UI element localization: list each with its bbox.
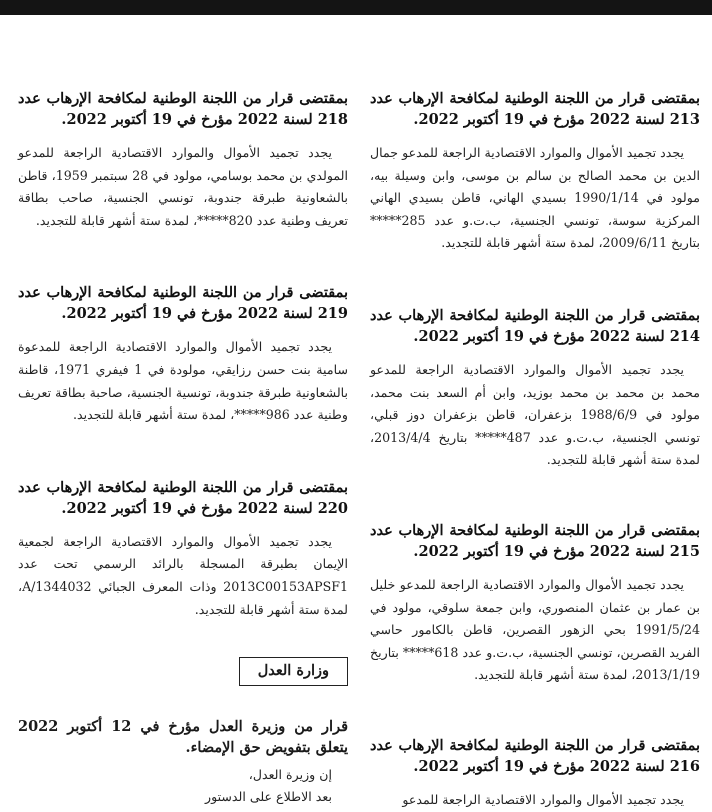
decision-218 bbox=[18, 88, 348, 232]
justice-decision-line: إن وزيرة العدل، bbox=[248, 767, 332, 783]
decision-216 bbox=[370, 735, 700, 812]
decision-219 bbox=[18, 282, 348, 426]
justice-decision-title: قرار من وزيرة العدل مؤرخ في 12 أكتوبر 2022 يتعلق بتفويض حق الإمضاء. bbox=[18, 718, 349, 757]
right-column bbox=[370, 88, 700, 812]
decision-title: بمقتضى قرار من اللجنة الوطنية لمكافحة الإرهاب عدد 218 لسنة 2022 مؤرخ في 19 أكتوبر 2022. bbox=[18, 90, 348, 128]
decision-220 bbox=[18, 477, 348, 621]
ministry-heading: وزارة العدل bbox=[239, 657, 348, 686]
left-column bbox=[18, 88, 348, 808]
ministry-header-wrap bbox=[18, 621, 348, 686]
decision-body: يجدد تجميد الأموال والموارد الاقتصادية الراجعة للمدعو محمد بن محمد بن محمد بوزيد، وابن أم السعد بنت محمد، مولود في 1988/6/9 بزعفران، قاطن بزعفران دوز قبلي، تونسي الجنسية، ب.ت.و عدد 487***** بتاريخ 2013/4/4، لمدة ستة أشهر قابلة للتجديد. bbox=[370, 361, 700, 468]
decision-215 bbox=[370, 520, 700, 687]
justice-decision-line: بعد الاطلاع على الدستور bbox=[204, 789, 332, 805]
decision-body: يجدد تجميد الأموال والموارد الاقتصادية الراجعة للمدعو bbox=[402, 791, 684, 807]
decision-title: بمقتضى قرار من اللجنة الوطنية لمكافحة الإرهاب عدد 214 لسنة 2022 مؤرخ في 19 أكتوبر 2022. bbox=[370, 306, 700, 345]
decision-title: بمقتضى قرار من اللجنة الوطنية لمكافحة الإرهاب عدد 216 لسنة 2022 مؤرخ في 19 أكتوبر 2022. bbox=[370, 736, 700, 775]
decision-body: يجدد تجميد الأموال والموارد الاقتصادية الراجعة للمدعوة سامية بنت حسن رزايقي، مولودة في 1 فيفري 1971، قاطنة بالشعاونية طبرقة جندوبة، تونسية الجنسية، صاحبة بطاقة تعريف وطنية عدد 986*****، لمدة ستة أشهر قابلة للتجديد. bbox=[18, 339, 348, 423]
decision-title: بمقتضى قرار من اللجنة الوطنية لمكافحة الإرهاب عدد 213 لسنة 2022 مؤرخ في 19 أكتوبر 2022. bbox=[370, 90, 700, 128]
decision-214 bbox=[370, 305, 700, 472]
decision-213 bbox=[370, 88, 700, 255]
decision-title: بمقتضى قرار من اللجنة الوطنية لمكافحة الإرهاب عدد 219 لسنة 2022 مؤرخ في 19 أكتوبر 2022. bbox=[18, 284, 348, 323]
decision-body: يجدد تجميد الأموال والموارد الاقتصادية الراجعة لجمعية الإيمان بطبرقة المسجلة بالرائد الرسمي تحت عدد 2013C00153APSF1 وذات المعرف الجبائي A/1344032، لمدة ستة أشهر قابلة للتجديد. bbox=[18, 533, 348, 617]
decision-body: يجدد تجميد الأموال والموارد الاقتصادية الراجعة للمدعو خليل بن عمار بن عثمان المنصوري، وابن جمعة سلوقي، مولود في 1991/5/24 بحي الزهور القصرين، قاطن بالكامور حاسي الفريد القصرين، تونسي الجنسية، ب.ت.و عدد 618***** بتاريخ 2013/1/19، لمدة ستة أشهر قابلة للتجديد. bbox=[370, 576, 700, 683]
decision-body: يجدد تجميد الأموال والموارد الاقتصادية الراجعة للمدعو المولدي بن محمد بوسامي، مولود في 28 سبتمبر 1959، قاطن بالشعاونية طبرقة جندوبة، تونسي الجنسية، صاحب بطاقة تعريف وطنية عدد 820*****، لمدة ستة أشهر قابلة للتجديد. bbox=[18, 145, 348, 228]
decision-title: بمقتضى قرار من اللجنة الوطنية لمكافحة الإرهاب عدد 220 لسنة 2022 مؤرخ في 19 أكتوبر 2022. bbox=[18, 478, 348, 517]
decision-title: بمقتضى قرار من اللجنة الوطنية لمكافحة الإرهاب عدد 215 لسنة 2022 مؤرخ في 19 أكتوبر 2022. bbox=[370, 521, 700, 560]
top-bar bbox=[0, 0, 712, 15]
decision-body: يجدد تجميد الأموال والموارد الاقتصادية الراجعة للمدعو جمال الدين بن محمد الصالح بن سالم بن موسى، وابن وسيلة بيه، مولود في 1990/1/14 بسيدي الهاني، قاطن بسيدي الهاني المركزية سوسة، تونسي الجنسية، ب.ت.و عدد 285***** بتاريخ 2009/6/11، لمدة ستة أشهر قابلة للتجديد. bbox=[370, 145, 700, 251]
